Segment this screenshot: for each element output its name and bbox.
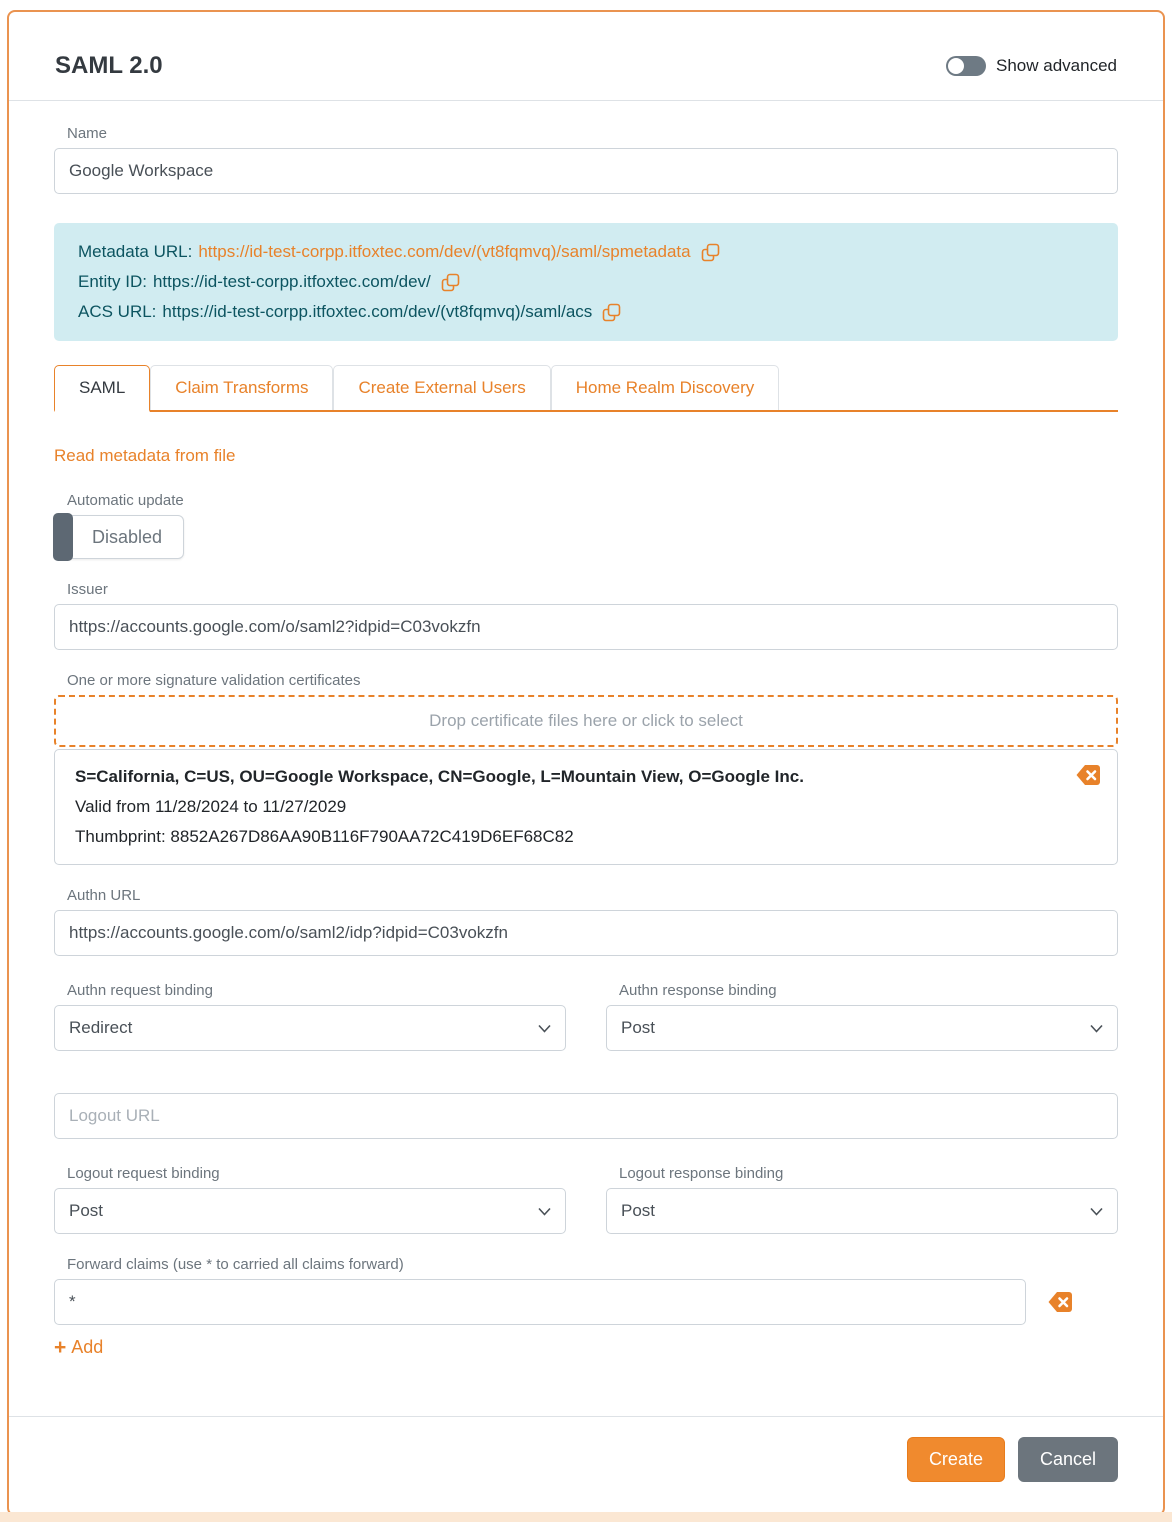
chevron-down-icon [1090,1201,1103,1221]
logout-url-input[interactable] [54,1093,1118,1139]
logout-response-binding-select[interactable] [606,1188,1118,1234]
authn-response-binding-label: Authn response binding [619,982,777,999]
copy-entity-id-icon[interactable] [437,273,460,292]
entity-id-label: Entity ID: [78,272,147,291]
add-claim-label: Add [71,1337,104,1357]
acs-url-value: https://id-test-corpp.itfoxtec.com/dev/(vt8fqmvq)/saml/acs [162,302,593,321]
authn-request-binding-value: Redirect [69,1018,133,1037]
certificate-dropzone[interactable] [54,695,1118,747]
tab-saml[interactable]: SAML [54,365,150,412]
show-advanced-control [946,56,1117,76]
dropzone-text: Drop certificate files here or click to select [429,711,743,730]
authn-request-binding-label: Authn request binding [67,982,213,999]
metadata-url-line [78,237,1094,267]
authn-request-binding-select[interactable] [54,1005,566,1051]
issuer-input[interactable] [54,604,1118,650]
authn-url-label: Authn URL [67,887,141,904]
logout-request-binding-label: Logout request binding [67,1165,220,1182]
logout-response-binding-field [606,1165,1118,1234]
cancel-button[interactable]: Cancel [1018,1437,1118,1482]
chevron-down-icon [538,1201,551,1221]
certificate-item [54,749,1118,865]
issuer-label: Issuer [67,581,108,598]
read-metadata-from-file-link[interactable]: Read metadata from file [54,446,236,465]
automatic-update-state: Disabled [91,526,163,547]
tabbar [54,365,1118,412]
tab-create-external-users[interactable]: Create External Users [333,365,550,410]
authn-response-binding-value: Post [621,1018,656,1037]
page-title: SAML 2.0 [55,52,163,79]
authn-response-binding-select[interactable] [606,1005,1118,1051]
forward-claims-label: Forward claims (use * to carried all claims forward) [67,1256,404,1273]
tab-claim-transforms[interactable]: Claim Transforms [150,365,333,410]
authn-request-binding-field [54,982,566,1051]
entity-id-value: https://id-test-corpp.itfoxtec.com/dev/ [152,272,431,291]
metadata-info-box [54,223,1118,341]
toggle-handle [53,513,73,561]
chevron-down-icon [1090,1018,1103,1038]
create-button[interactable]: Create [907,1437,1005,1482]
automatic-update-label: Automatic update [67,492,184,509]
plus-icon: + [54,1335,67,1359]
remove-certificate-icon[interactable] [1076,764,1101,786]
name-input[interactable] [54,148,1118,194]
add-claim-button[interactable] [54,1337,103,1358]
acs-url-label: ACS URL: [78,302,157,321]
saml-config-card [7,10,1165,1516]
metadata-url-link[interactable]: https://id-test-corpp.itfoxtec.com/dev/(vt8fqmvq)/saml/spmetadata [198,242,691,261]
copy-metadata-url-icon[interactable] [697,243,720,262]
certificate-validity: Valid from 11/28/2024 to 11/27/2029 [75,797,347,816]
logout-response-binding-label: Logout response binding [619,1165,784,1182]
card-body [9,101,1163,1374]
entity-id-line [78,267,1094,297]
show-advanced-toggle[interactable] [946,56,986,76]
logout-bindings-row [54,1165,1118,1234]
authn-url-input[interactable] [54,910,1118,956]
card-footer [9,1416,1163,1514]
toggle-knob [948,58,964,74]
authn-response-binding-field [606,982,1118,1051]
remove-claim-icon[interactable] [1048,1291,1073,1313]
page-background-strip [0,1512,1172,1522]
logout-request-binding-select[interactable] [54,1188,566,1234]
card-header [9,12,1163,101]
forward-claims-input[interactable] [54,1279,1026,1325]
logout-request-binding-field [54,1165,566,1234]
logout-url-row [54,1093,1118,1139]
tab-home-realm-discovery[interactable]: Home Realm Discovery [551,365,780,410]
certificate-thumbprint: Thumbprint: 8852A267D86AA90B116F790AA72C419D6EF68C82 [75,827,574,846]
show-advanced-label: Show advanced [996,56,1117,75]
name-label: Name [67,125,108,142]
forward-claims-row [54,1279,1118,1325]
copy-acs-url-icon[interactable] [598,303,621,322]
certificates-label: One or more signature validation certificates [67,672,361,689]
authn-bindings-row [54,982,1118,1051]
chevron-down-icon [538,1018,551,1038]
automatic-update-toggle[interactable] [54,515,184,559]
certificate-subject: S=California, C=US, OU=Google Workspace, CN=Google, L=Mountain View, O=Google Inc. [75,767,804,786]
logout-response-binding-value: Post [621,1201,656,1220]
metadata-url-label: Metadata URL: [78,242,193,261]
logout-request-binding-value: Post [69,1201,104,1220]
acs-url-line [78,297,1094,327]
